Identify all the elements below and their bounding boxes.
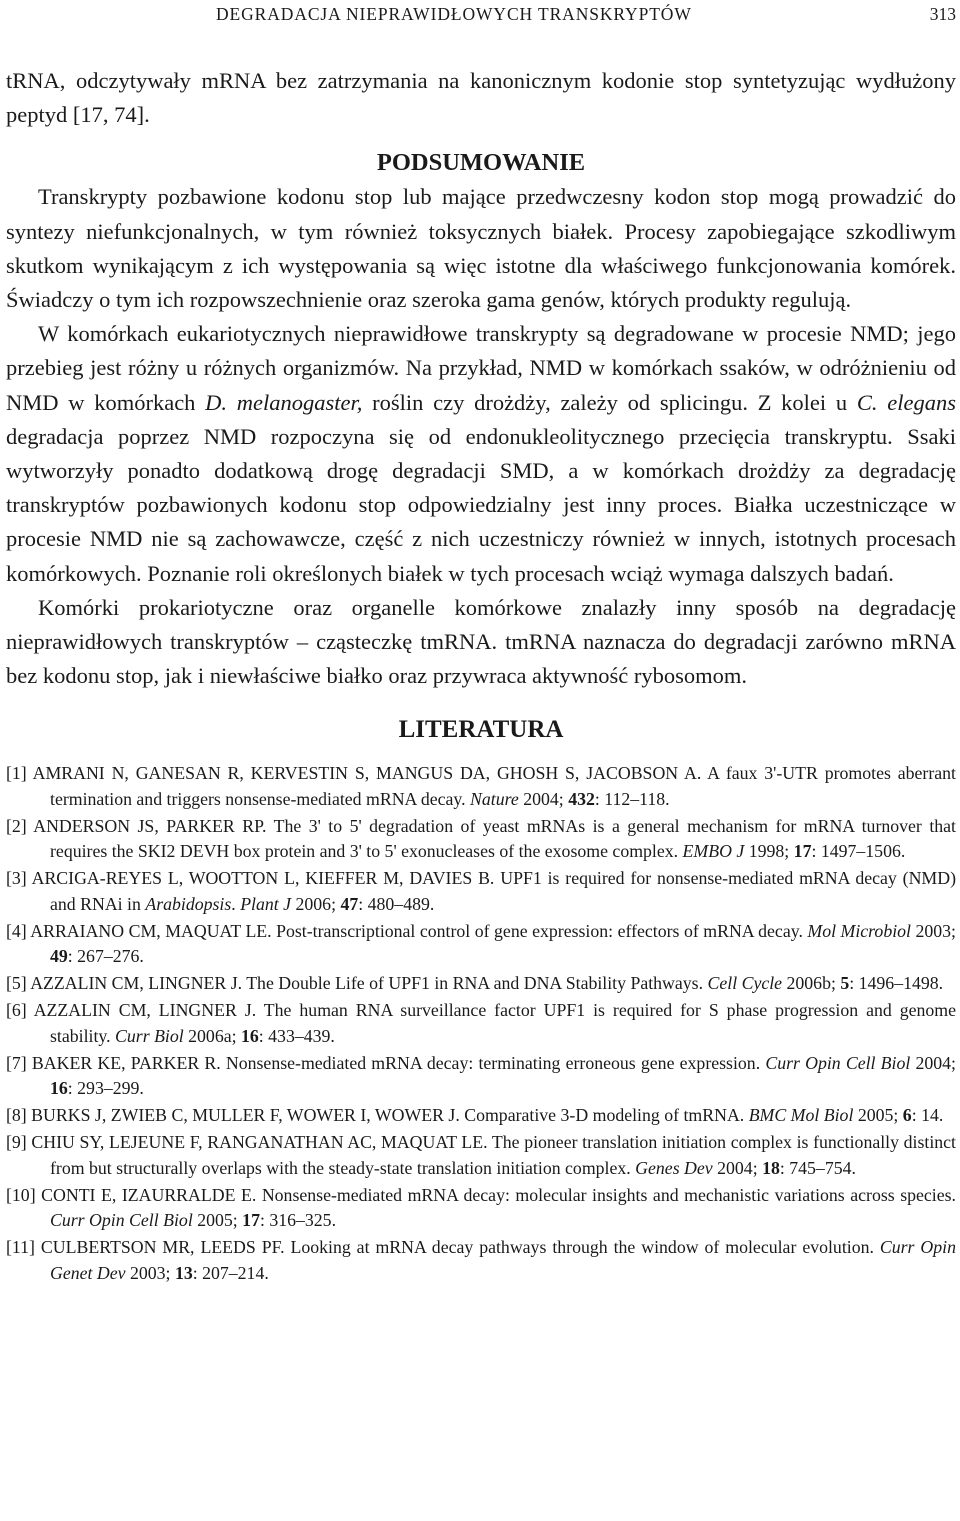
reference-vol: 49 (50, 946, 68, 967)
reference-journal: Curr Opin Cell Biol (50, 1210, 193, 1231)
reference-journal: Nature (470, 788, 519, 809)
summary-paragraph-1: Transkrypty pozbawione kodonu stop lub mające przedwczesny kodon stop mogą prowadzić do syntezy niefunkcjonalnych, w tym również toksycznych białek. Procesy zapobiegające szkodliwym skutkom wynikającym z ich występowania są więc istotne dla właściwego funkcjonowania komórek. Świadczy o tym ich rozpowszechnienie oraz szeroka gama genów, których produkty regulują. (6, 184, 956, 313)
page-number: 313 (929, 4, 956, 24)
reference-year: 2003; (911, 920, 956, 941)
reference-item (6, 919, 956, 970)
reference-pages: : 267–276. (67, 946, 144, 967)
reference-item (6, 866, 956, 917)
p2-text-a: W komórkach eukariotycznych nieprawidłowe transkrypty są degradowane w procesie NMD; jego przebieg jest różny u różnych organizmów. Na przykład, NMD w komórkach ssaków, w odróżnieniu od NMD w komórkach (6, 321, 956, 415)
reference-item (6, 761, 956, 812)
p2-species-2: C. elegans (856, 389, 956, 415)
reference-vol: 18 (762, 1157, 780, 1178)
reference-year: 2004; (712, 1157, 763, 1178)
reference-text2: . (231, 893, 241, 914)
intro-paragraph: tRNA, odczytywały mRNA bez zatrzymania na kanonicznym kodonie stop syntetyzując wydłużony peptyd [17, 74]. (6, 68, 956, 128)
summary-heading: PODSUMOWANIE (376, 149, 586, 177)
reference-pages: : 433–439. (258, 1025, 335, 1046)
reference-journal: Curr Biol (115, 1025, 184, 1046)
reference-text: [8] BURKS J, ZWIEB C, MULLER F, WOWER I, WOWER J. Comparative 3-D modeling of tmRNA. (6, 1105, 749, 1126)
reference-journal: Cell Cycle (707, 973, 783, 994)
reference-item (6, 1130, 956, 1181)
reference-vol: 17 (242, 1210, 260, 1231)
reference-pages: : 14. (911, 1105, 944, 1126)
reference-item (6, 814, 956, 865)
reference-year: 2006a; (183, 1025, 241, 1046)
reference-journal: Mol Microbiol (807, 920, 911, 941)
reference-item (6, 998, 956, 1049)
reference-text: [4] ARRAIANO CM, MAQUAT LE. Post-transcriptional control of gene expression: effectors of mRNA decay. (6, 920, 808, 941)
reference-year: 2006; (291, 893, 341, 914)
reference-journal: EMBO J (682, 841, 745, 862)
reference-item (6, 1235, 956, 1286)
reference-journal: Curr Opin Genet Dev (50, 1237, 956, 1283)
reference-year: 1998; (744, 841, 794, 862)
p2-text-b: roślin czy drożdży, zależy od splicingu. Z kolei u (362, 389, 857, 415)
p2-species-1: D. melanogaster, (205, 389, 363, 415)
reference-vol: 432 (568, 788, 595, 809)
reference-pages: : 480–489. (358, 893, 435, 914)
reference-text: [7] BAKER KE, PARKER R. Nonsense-mediated mRNA decay: terminating erroneous gene expression. (6, 1052, 766, 1073)
reference-journal: Genes Dev (635, 1157, 713, 1178)
reference-text-italic: Arabidopsis (145, 893, 232, 914)
summary-paragraph-3: Komórki prokariotyczne oraz organelle komórkowe znalazły inny sposób na degradację nieprawidłowych transkryptów – cząsteczkę tmRNA. tmRNA naznacza do degradacji zarówno mRNA bez kodonu stop, jak i niewłaściwe białko oraz przywraca aktywność rybosomom. (6, 594, 956, 689)
reference-item (6, 971, 956, 997)
p2-text-c: degradacja poprzez NMD rozpoczyna się od endonukleolitycznego przecięcia transkryptu. Ssaki wytworzyły ponadto dodatkową drogę degradacji SMD, a w komórkach drożdży za degradację transkryptów pozbawionych kodonu stop odpowiedzialny jest inny proces. Białka uczestniczące w procesie NMD nie są zachowawcze, część z nich uczestniczy również w innych, istotnych procesach komórkowych. Poznanie roli określonych białek w tych procesach wciąż wymaga dalszych badań. (6, 423, 956, 586)
reference-pages: : 1497–1506. (811, 841, 906, 862)
reference-pages: : 316–325. (259, 1210, 337, 1231)
reference-vol: 47 (340, 893, 359, 914)
reference-year: 2005; (192, 1210, 243, 1231)
reference-text: [1] AMRANI N, GANESAN R, KERVESTIN S, MANGUS DA, GHOSH S, JACOBSON A. A faux 3'-UTR promotes aberrant termination and triggers nonsense-mediated mRNA decay. (6, 763, 956, 809)
reference-year: 2005; (853, 1105, 903, 1126)
reference-pages: : 112–118. (594, 788, 670, 809)
reference-year: 2003; (125, 1262, 175, 1283)
reference-item (6, 1103, 956, 1129)
reference-text: [6] AZZALIN CM, LINGNER J. The human RNA surveillance factor UPF1 is required for S phase progression and genome stability. (6, 1000, 956, 1046)
reference-pages: : 207–214. (192, 1262, 269, 1283)
reference-text: [5] AZZALIN CM, LINGNER J. The Double Life of UPF1 in RNA and DNA Stability Pathways. (6, 973, 708, 994)
page-content (6, 64, 956, 1288)
reference-text: [2] ANDERSON JS, PARKER RP. The 3' to 5' degradation of yeast mRNAs is a general mechanism for mRNA turnover that requires the SKI2 DEVH box protein and 3' to 5' exonucleases of the exosome complex. (6, 815, 956, 862)
reference-pages: : 293–299. (67, 1078, 144, 1099)
reference-vol: 5 (840, 973, 850, 994)
reference-vol: 13 (174, 1262, 193, 1283)
summary-paragraph-2 (6, 317, 956, 591)
running-header (0, 4, 960, 28)
reference-pages: : 1496–1498. (849, 973, 944, 994)
reference-year: 2004; (518, 788, 569, 809)
reference-text: [3] ARCIGA-REYES L, WOOTTON L, KIEFFER M, DAVIES B. UPF1 is required for nonsense-mediated mRNA decay (NMD) and RNAi in (6, 868, 956, 914)
reference-pages: : 745–754. (779, 1157, 856, 1178)
reference-vol: 16 (50, 1078, 68, 1099)
running-title: DEGRADACJA NIEPRAWIDŁOWYCH TRANSKRYPTÓW (216, 4, 692, 24)
literature-heading: LITERATURA (398, 716, 564, 744)
reference-item (6, 1051, 956, 1102)
reference-text: [10] CONTI E, IZAURRALDE E. Nonsense-mediated mRNA decay: molecular insights and mechanistic variations across species. (6, 1184, 956, 1205)
reference-vol: 16 (241, 1025, 259, 1046)
reference-journal: Curr Opin Cell Biol (765, 1052, 911, 1073)
reference-vol: 6 (902, 1105, 912, 1126)
reference-text: [9] CHIU SY, LEJEUNE F, RANGANATHAN AC, MAQUAT LE. The pioneer translation initiation complex is functionally distinct from but structurally overlaps with the steady-state translation initiation complex. (6, 1132, 956, 1178)
reference-year: 2004; (910, 1052, 956, 1073)
reference-vol: 17 (793, 841, 812, 862)
reference-journal: BMC Mol Biol (748, 1105, 854, 1126)
reference-year: 2006b; (782, 973, 841, 994)
reference-text: [11] CULBERTSON MR, LEEDS PF. Looking at mRNA decay pathways through the window of molecular evolution. (6, 1237, 880, 1258)
reference-item (6, 1183, 956, 1234)
reference-list (6, 761, 956, 1286)
reference-journal: Plant J (240, 893, 292, 914)
